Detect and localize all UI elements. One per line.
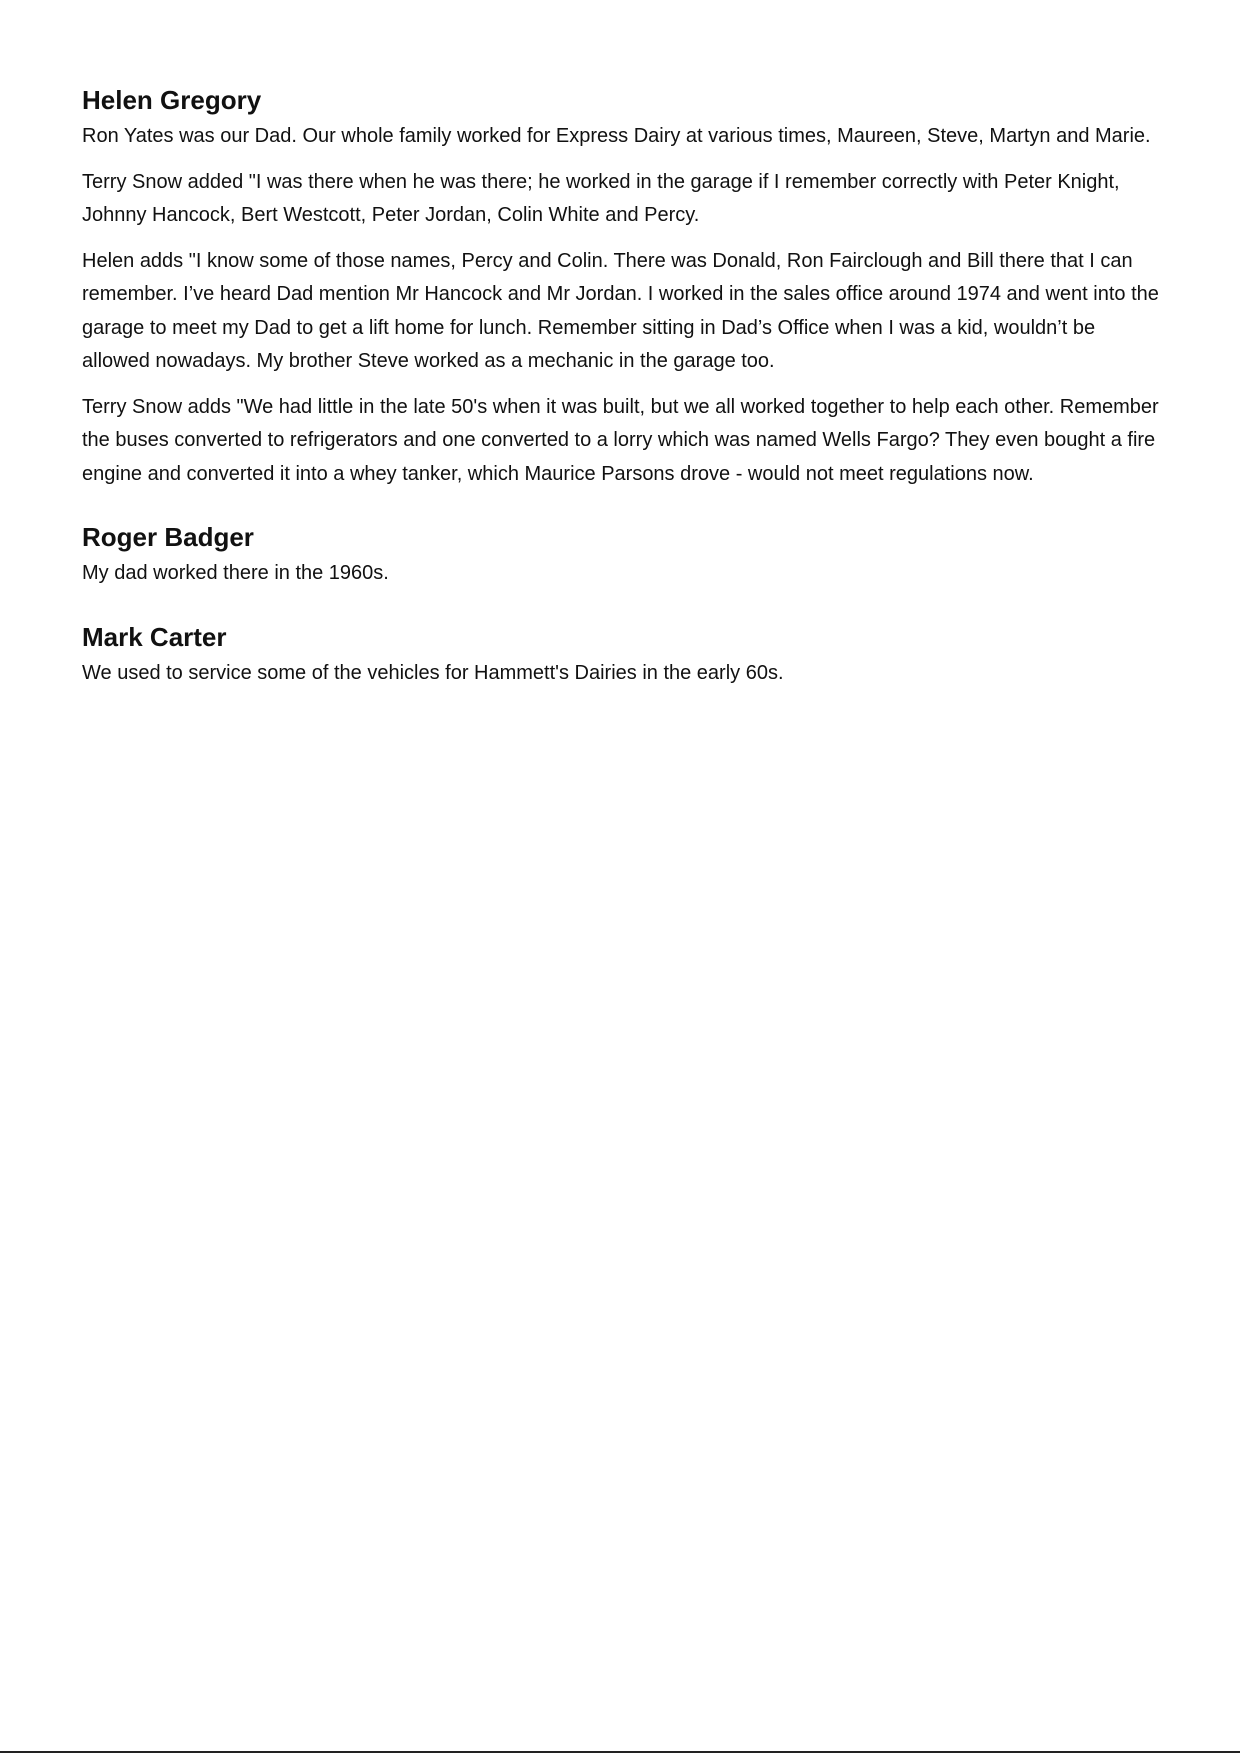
entry-paragraph: Helen adds "I know some of those names, Percy and Colin. There was Donald, Ron Fairclough and Bill there that I can remember. I’ve heard Dad mention Mr Hancock and Mr Jordan. I worked in the sales office around 1974 and went into the garage to meet my Dad to get a lift home for lunch. Remember sitting in Dad’s Office when I was a kid, wouldn’t be allowed nowadays. My brother Steve worked as a mechanic in the garage too. — [82, 249, 1159, 372]
page-bottom-rule — [0, 1751, 1240, 1753]
document-page — [82, 82, 1160, 718]
entry-roger-badger — [82, 519, 1160, 591]
entry-paragraph: We used to service some of the vehicles for Hammett's Dairies in the early 60s. — [82, 661, 784, 684]
entry-paragraph: Ron Yates was our Dad. Our whole family worked for Express Dairy at various times, Maureen, Steve, Martyn and Marie. — [82, 125, 1151, 147]
entry-paragraph: Terry Snow added "I was there when he was there; he worked in the garage if I remember correctly with Peter Knight, Johnny Hancock, Bert Westcott, Peter Jordan, Colin White and Percy. — [82, 170, 1120, 226]
entry-helen-gregory — [82, 82, 1160, 491]
entry-author-name: Helen Gregory — [82, 85, 262, 115]
entry-author-name: Roger Badger — [82, 522, 254, 552]
entry-author-name: Mark Carter — [82, 621, 227, 652]
entry-mark-carter — [82, 619, 1160, 691]
entry-paragraph: Terry Snow adds "We had little in the late 50's when it was built, but we all worked together to help each other. Remember the buses converted to refrigerators and one converted to a lorry which was named Wells Fargo? They even bought a fire engine and converted it into a whey tanker, which Maurice Parsons drove - would not meet regulations now. — [82, 395, 1159, 485]
entry-paragraph: My dad worked there in the 1960s. — [82, 562, 389, 584]
